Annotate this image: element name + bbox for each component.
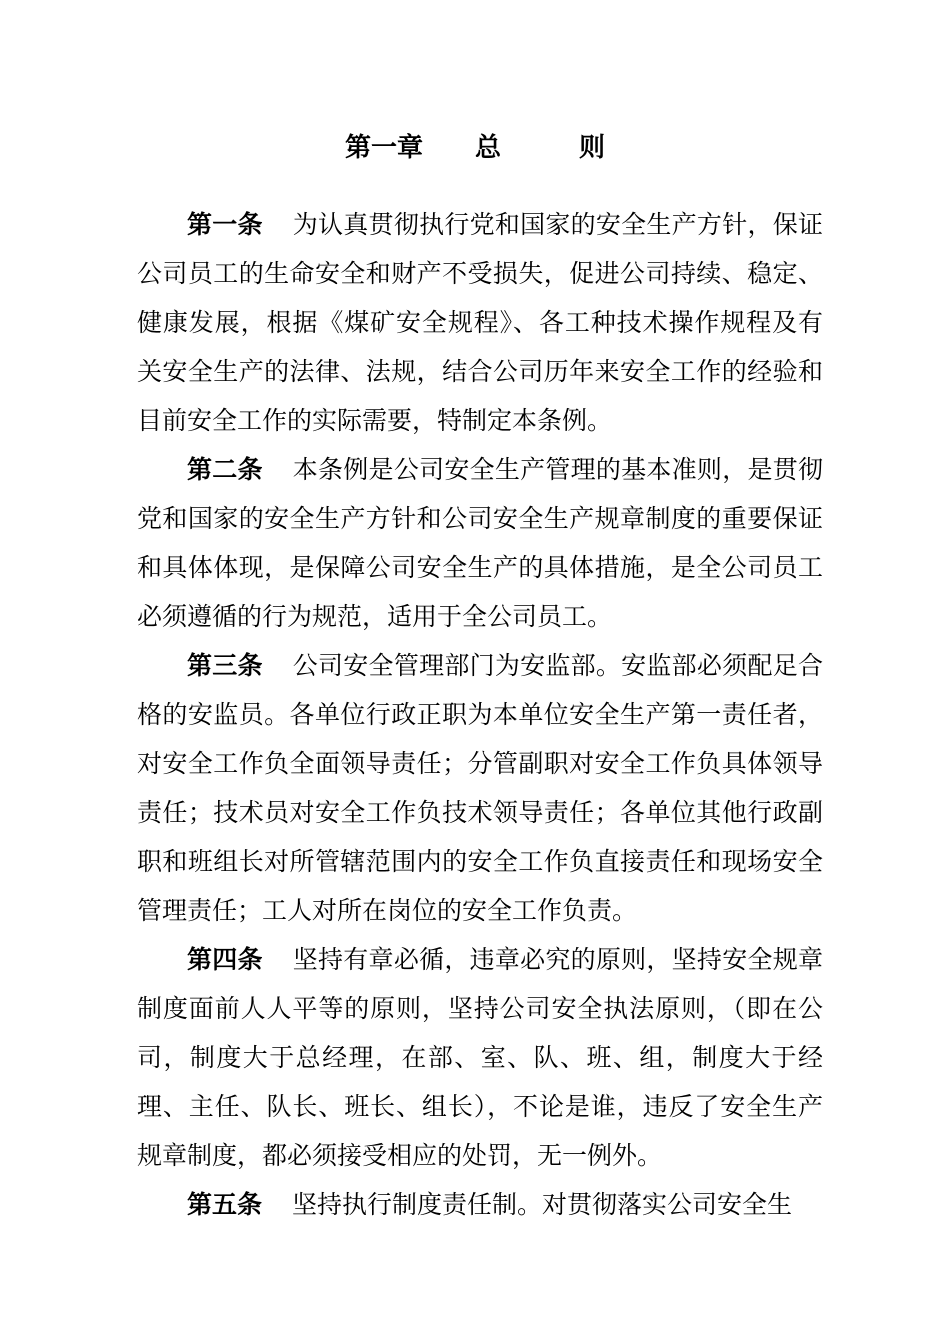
article-label: 第四条 [187,945,263,974]
article-label: 第二条 [187,455,263,484]
article-text: 为认真贯彻执行党和国家的安全生产方针，保证公司员工的生命安全和财产不受损失，促进公司持续、稳定、健康发展，根据《煤矿安全规程》、各工种技术操作规程及有关安全生产的法律、法规，结合公司历年来安全工作的经验和目前安全工作的实际需要，特制定本条例。 [137,210,823,435]
article-1 [137,200,823,445]
article-text: 本条例是公司安全生产管理的基本准则，是贯彻党和国家的安全生产方针和公司安全生产规章制度的重要保证和具体体现，是保障公司安全生产的具体措施，是全公司员工必须遵循的行为规范，适用于全公司员工。 [137,455,823,631]
article-text: 坚持执行制度责任制。对贯彻落实公司安全生 [292,1190,793,1219]
article-text: 公司安全管理部门为安监部。安监部必须配足合格的安监员。各单位行政正职为本单位安全生产第一责任者，对安全工作负全面领导责任；分管副职对安全工作负具体领导责任；技术员对安全工作负技术领导责任；各单位其他行政副职和班组长对所管辖范围内的安全工作负直接责任和现场安全管理责任；工人对所在岗位的安全工作负责。 [137,651,823,925]
chapter-title: 第一章 总 则 [344,133,605,163]
article-label: 第一条 [187,210,263,239]
article-label: 第五条 [187,1190,263,1219]
article-4 [137,935,823,1180]
article-text: 坚持有章必循，违章必究的原则，坚持安全规章制度面前人人平等的原则，坚持公司安全执法原则，（即在公司，制度大于总经理，在部、室、队、班、组，制度大于经理、主任、队长、班长、组长），不论是谁，违反了安全生产规章制度，都必须接受相应的处罚，无一例外。 [137,945,823,1170]
document-body [137,200,823,1229]
article-3 [137,641,823,935]
article-label: 第三条 [187,651,263,680]
article-5 [137,1180,823,1229]
article-2 [137,445,823,641]
